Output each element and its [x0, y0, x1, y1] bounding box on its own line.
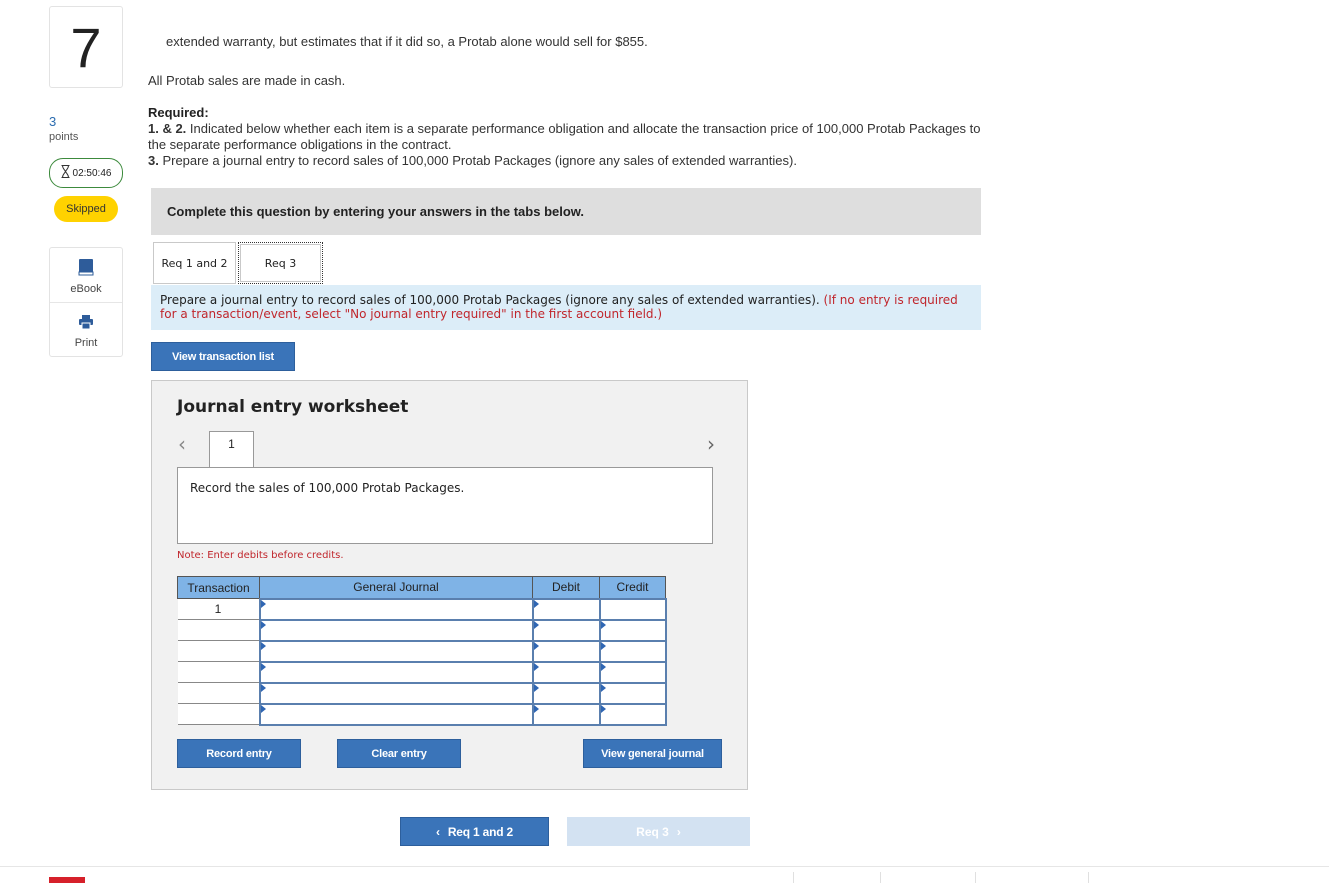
view-general-journal-button[interactable]: View general journal: [583, 739, 722, 768]
clear-entry-button[interactable]: Clear entry: [337, 739, 461, 768]
transaction-number: [178, 641, 260, 662]
account-input[interactable]: [260, 599, 533, 620]
table-row: [178, 704, 666, 725]
debit-input[interactable]: [533, 704, 600, 725]
requirement-3: 3. Prepare a journal entry to record sales of 100,000 Protab Packages (ignore any sales of extended warranties).: [148, 153, 797, 168]
print-button[interactable]: [50, 314, 122, 349]
book-icon: [78, 267, 94, 279]
transaction-number: [178, 683, 260, 704]
worksheet-title: Journal entry worksheet: [177, 397, 409, 417]
footer-separator: [880, 872, 881, 883]
question-number: 7: [49, 6, 123, 88]
credit-input[interactable]: [600, 683, 666, 704]
requirements-list: [148, 121, 988, 169]
debit-input[interactable]: [533, 620, 600, 641]
worksheet-page-tab[interactable]: 1: [209, 431, 254, 467]
timer-text: 02:50:46: [72, 167, 112, 179]
footer-divider: [0, 866, 1329, 867]
tools-panel: [49, 247, 123, 357]
debits-note: Note: Enter debits before credits.: [177, 550, 344, 561]
credit-input[interactable]: [600, 620, 666, 641]
debit-input[interactable]: [533, 662, 600, 683]
credit-input[interactable]: [600, 662, 666, 683]
col-general-journal: General Journal: [260, 577, 533, 599]
footer-separator: [793, 872, 794, 883]
instruction-banner: Complete this question by entering your answers in the tabs below.: [151, 188, 981, 235]
debit-input[interactable]: [533, 599, 600, 620]
account-input[interactable]: [260, 641, 533, 662]
chevron-left-icon: ‹: [436, 824, 440, 839]
account-input[interactable]: [260, 620, 533, 641]
table-row: [178, 641, 666, 662]
col-debit: Debit: [533, 577, 600, 599]
requirement-instruction: [151, 285, 981, 330]
account-input[interactable]: [260, 683, 533, 704]
table-row: [178, 599, 666, 620]
account-input[interactable]: [260, 662, 533, 683]
transaction-description: Record the sales of 100,000 Protab Packages.: [177, 467, 713, 544]
footer-separator: [1088, 872, 1089, 883]
credit-input[interactable]: [600, 704, 666, 725]
print-label: Print: [74, 337, 98, 349]
footer-separator: [975, 872, 976, 883]
points-label: points: [49, 131, 79, 143]
tools-divider: [50, 302, 122, 303]
ebook-label: eBook: [70, 283, 102, 295]
col-transaction: Transaction: [178, 577, 260, 599]
hourglass-icon: [61, 165, 70, 181]
requirement-1-2: 1. & 2. Indicated below whether each item is a separate performance obligation and allocate the transaction price of 100,000 Protab Packages to the separate performance obligations in the contract.: [148, 121, 981, 152]
transaction-number: 1: [178, 599, 260, 620]
points-value: 3: [49, 114, 57, 129]
credit-input[interactable]: [600, 641, 666, 662]
tab-req-3[interactable]: Req 3: [238, 242, 323, 284]
col-credit: Credit: [600, 577, 666, 599]
view-transaction-list-button[interactable]: View transaction list: [151, 342, 295, 371]
ebook-button[interactable]: [50, 258, 122, 295]
problem-text-line: extended warranty, but estimates that if it did so, a Protab alone would sell for $855.: [166, 34, 648, 49]
journal-table: [177, 576, 667, 726]
required-heading: Required:: [148, 105, 209, 120]
prev-req-button[interactable]: [400, 817, 549, 846]
transaction-number: [178, 620, 260, 641]
status-badge: Skipped: [54, 196, 118, 222]
credit-input[interactable]: [600, 599, 666, 620]
problem-cash-line: All Protab sales are made in cash.: [148, 73, 346, 88]
next-req-button: [567, 817, 750, 846]
debit-input[interactable]: [533, 641, 600, 662]
printer-icon: [78, 321, 94, 333]
chevron-right-icon[interactable]: ›: [707, 432, 715, 456]
chevron-left-icon[interactable]: ‹: [178, 432, 186, 456]
instruction-hint: (If no entry is required for a transaction/event, select "No journal entry required" in the first account field.): [160, 293, 958, 321]
timer: [49, 158, 123, 188]
instruction-text: Prepare a journal entry to record sales of 100,000 Protab Packages (ignore any sales of extended warranties).: [160, 293, 824, 307]
next-req-label: Req 3: [636, 824, 669, 839]
transaction-number: [178, 704, 260, 725]
tab-req-1-and-2[interactable]: Req 1 and 2: [153, 242, 236, 284]
debit-input[interactable]: [533, 683, 600, 704]
table-row: [178, 620, 666, 641]
chevron-right-icon: ›: [676, 824, 681, 839]
table-row: [178, 662, 666, 683]
prev-req-label: Req 1 and 2: [447, 824, 513, 839]
transaction-number: [178, 662, 260, 683]
account-input[interactable]: [260, 704, 533, 725]
record-entry-button[interactable]: Record entry: [177, 739, 301, 768]
mcgraw-hill-logo: [49, 877, 85, 883]
table-row: [178, 683, 666, 704]
